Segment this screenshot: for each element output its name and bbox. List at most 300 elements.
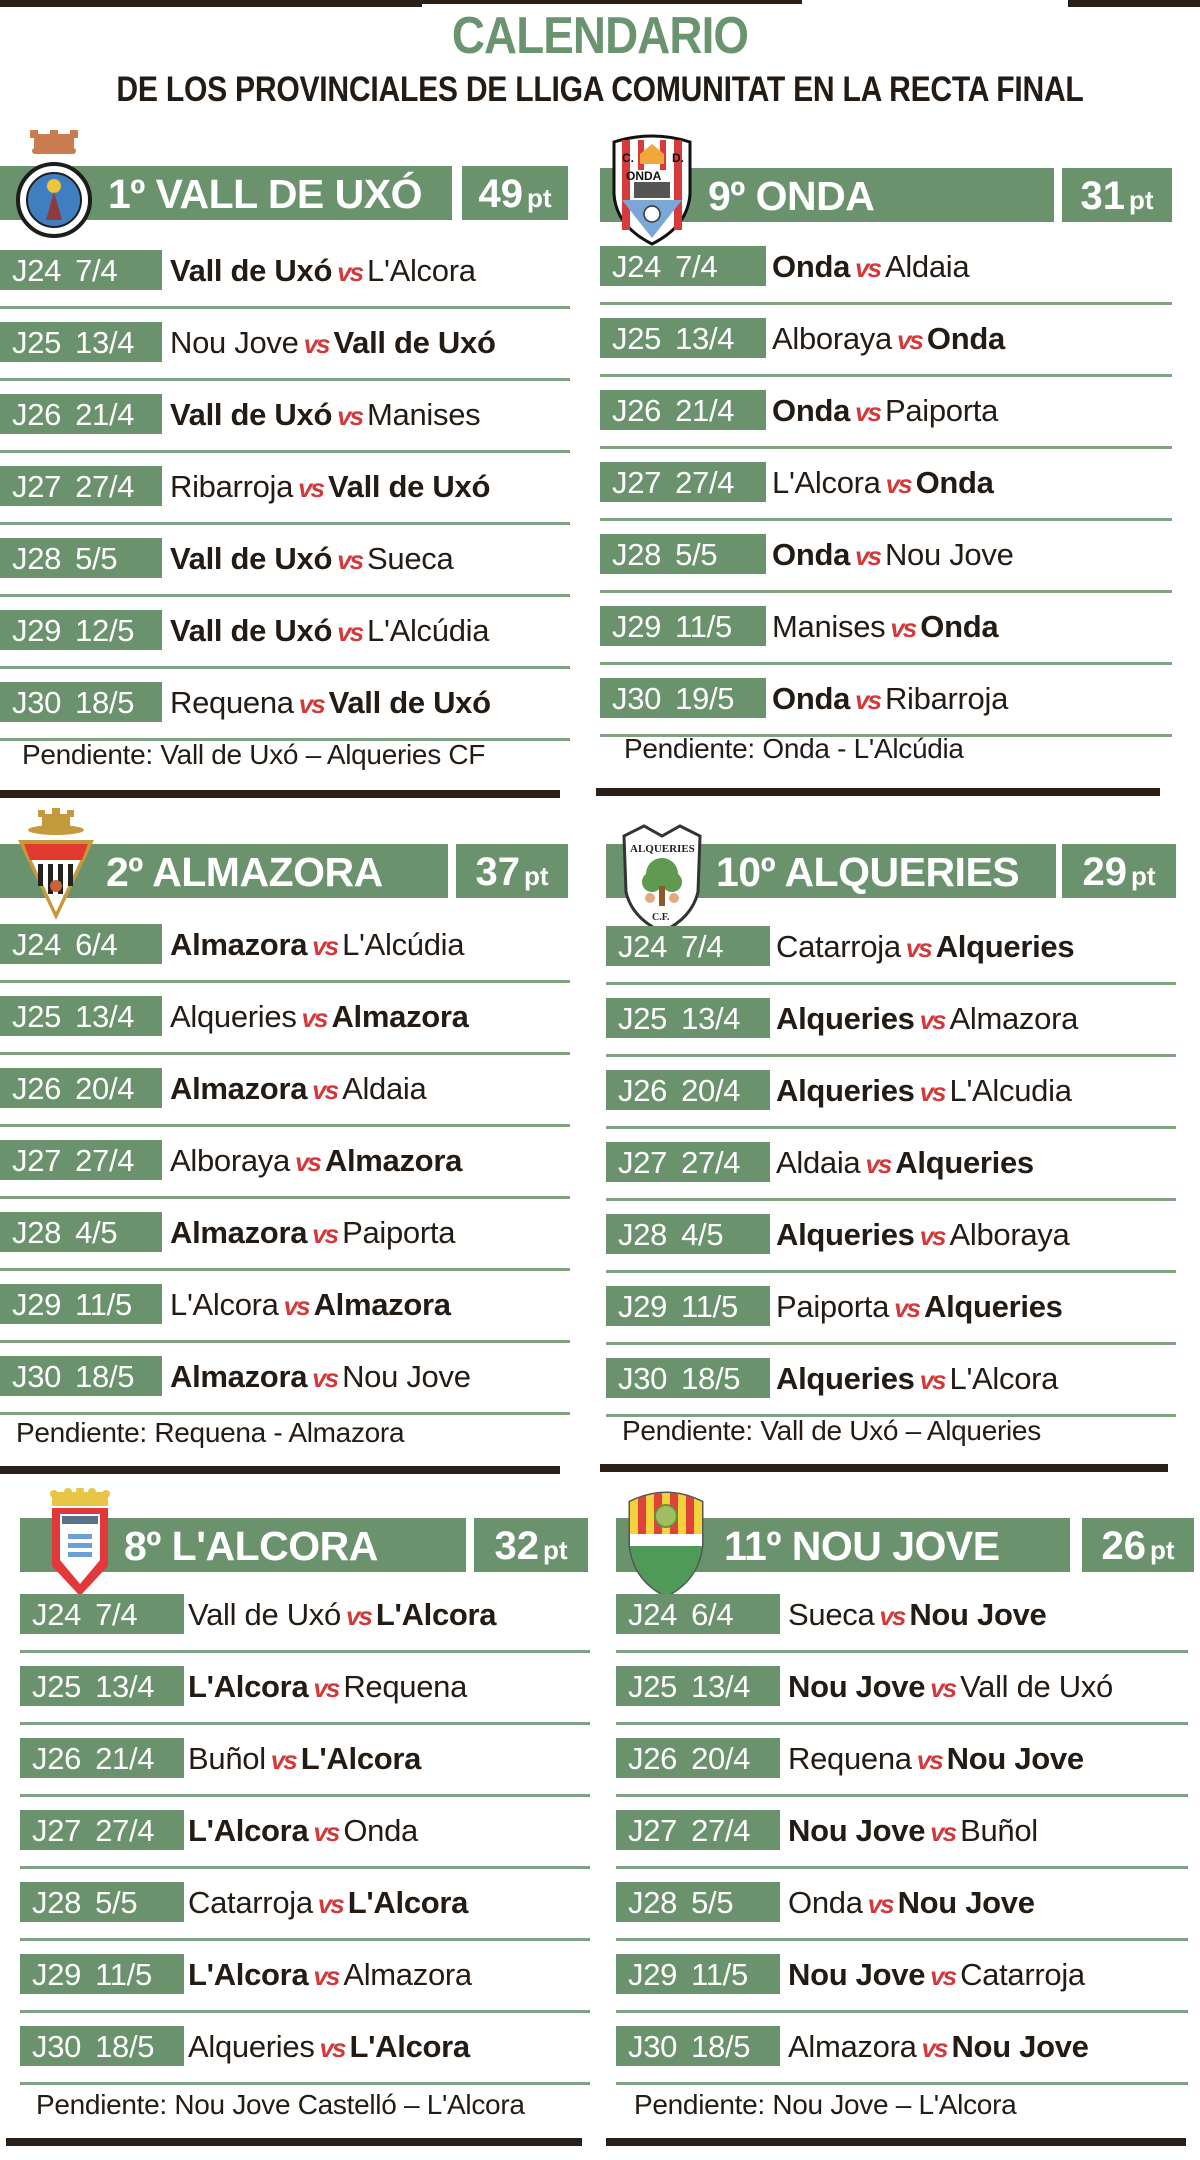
match-date: 12/5 (75, 613, 135, 648)
matchday-badge (0, 682, 162, 722)
matchday-badge (20, 2026, 184, 2066)
vs-label: vs (855, 397, 880, 427)
vs-label: vs (317, 1889, 343, 1919)
team-block (0, 808, 590, 1488)
home-team: Alqueries (776, 1217, 915, 1252)
vs-label: vs (855, 253, 880, 283)
row-divider (606, 982, 1176, 985)
vs-label: vs (313, 1673, 339, 1703)
away-team: Onda (920, 609, 999, 644)
row-divider (606, 1342, 1176, 1345)
match-date: 13/4 (75, 325, 135, 360)
home-team: Alqueries (776, 1001, 915, 1036)
block-bottom-rule (6, 2138, 582, 2146)
match-fixture (188, 1810, 418, 1850)
away-team: Almazora (331, 999, 469, 1034)
matchday-badge (0, 1284, 162, 1324)
match-row (0, 538, 590, 610)
away-team: Alqueries (895, 1145, 1034, 1180)
match-row (600, 1286, 1190, 1358)
match-row (0, 1882, 590, 1954)
team-rank-name: 9º ONDA (708, 173, 875, 219)
match-fixture (170, 322, 496, 362)
row-divider (20, 1794, 590, 1797)
match-date: 21/4 (75, 397, 135, 432)
away-team: Nou Jove (342, 1359, 471, 1394)
vs-label: vs (337, 545, 363, 575)
row-divider (0, 1124, 570, 1127)
match-date: 20/4 (681, 1073, 741, 1108)
match-row (600, 1142, 1190, 1214)
home-team: Paiporta (776, 1289, 890, 1324)
home-team: Catarroja (188, 1885, 313, 1920)
onda-crest-icon (608, 134, 696, 246)
match-row (0, 1212, 590, 1284)
match-date: 7/4 (675, 249, 718, 284)
away-team: Nou Jove (909, 1597, 1047, 1632)
row-divider (20, 2010, 590, 2013)
matchday-badge (606, 1214, 770, 1254)
match-date: 27/4 (675, 465, 735, 500)
matchday-badge (0, 1212, 162, 1252)
row-divider (616, 1722, 1188, 1725)
matchday-badge (20, 1666, 184, 1706)
row-divider (0, 522, 570, 525)
match-date: 11/5 (95, 1957, 152, 1992)
row-divider (0, 1052, 570, 1055)
row-divider (616, 2082, 1188, 2085)
alqueries-crest-icon (618, 822, 706, 934)
match-date: 5/5 (75, 541, 118, 576)
vs-label: vs (270, 1745, 296, 1775)
away-team: Almazora (343, 1957, 472, 1992)
match-fixture (776, 1286, 1063, 1326)
match-date: 6/4 (75, 927, 118, 962)
home-team: Sueca (788, 1597, 875, 1632)
vs-label: vs (855, 541, 880, 571)
away-team: Almazora (324, 1143, 463, 1178)
svg-text:C.: C. (622, 151, 634, 165)
away-team: Alboraya (949, 1217, 1070, 1252)
home-team: Nou Jove (170, 325, 299, 360)
match-date: 18/5 (75, 685, 135, 720)
home-team: Onda (772, 249, 851, 284)
svg-text:C.F.: C.F. (652, 912, 670, 923)
vs-label: vs (301, 1003, 327, 1033)
match-fixture (170, 1284, 451, 1324)
home-team: L'Alcora (188, 1813, 309, 1848)
home-team: Vall de Uxó (188, 1597, 341, 1632)
matchday-number: J24 (612, 249, 662, 284)
away-team: Vall de Uxó (333, 325, 496, 360)
match-fixture (170, 996, 469, 1036)
matchday-number: J27 (12, 1143, 62, 1178)
vs-label: vs (855, 685, 880, 715)
points-unit: pt (1128, 185, 1154, 215)
matchday-number: J29 (618, 1289, 668, 1324)
match-date: 27/4 (691, 1813, 751, 1848)
away-team: Nou Jove (897, 1885, 1035, 1920)
matchday-number: J26 (12, 397, 62, 432)
away-team: Manises (367, 397, 481, 432)
matchday-number: J26 (612, 393, 662, 428)
home-team: L'Alcora (188, 1669, 309, 1704)
home-team: Vall de Uxó (170, 397, 333, 432)
matchday-badge (616, 1594, 780, 1634)
match-fixture (772, 246, 969, 286)
row-divider (20, 1650, 590, 1653)
away-team: Vall de Uxó (328, 469, 491, 504)
match-date: 7/4 (681, 929, 724, 964)
row-divider (600, 518, 1172, 521)
home-team: Onda (772, 537, 851, 572)
match-row (0, 1810, 590, 1882)
match-row (0, 1954, 590, 2026)
match-fixture (170, 610, 489, 650)
matchday-number: J30 (12, 1359, 62, 1394)
match-date: 20/4 (691, 1741, 751, 1776)
matchday-number: J28 (612, 537, 662, 572)
team-block (0, 1488, 590, 2160)
matchday-badge (616, 1882, 780, 1922)
matchday-badge (20, 1882, 184, 1922)
matchday-badge (606, 1142, 770, 1182)
home-team: Aldaia (776, 1145, 861, 1180)
vs-label: vs (919, 1077, 945, 1107)
match-fixture (776, 1142, 1034, 1182)
match-row (0, 1140, 590, 1212)
matchday-badge (606, 1358, 770, 1398)
away-team: L'Alcora (300, 1741, 422, 1776)
matchday-number: J30 (612, 681, 662, 716)
block-bottom-rule (606, 2138, 1186, 2146)
vs-label: vs (916, 1745, 942, 1775)
matchday-number: J28 (618, 1217, 668, 1252)
matchday-badge (600, 246, 766, 286)
row-divider (20, 1938, 590, 1941)
match-date: 11/5 (675, 609, 732, 644)
match-date: 4/5 (75, 1215, 118, 1250)
matchday-number: J26 (618, 1073, 668, 1108)
away-team: L'Alcudia (949, 1073, 1072, 1108)
vs-label: vs (337, 617, 363, 647)
matchday-number: J24 (32, 1597, 82, 1632)
matchday-number: J29 (12, 613, 62, 648)
home-team: Onda (772, 393, 851, 428)
match-fixture (170, 466, 490, 506)
away-team: L'Alcúdia (367, 613, 490, 648)
vs-label: vs (337, 401, 363, 431)
vs-label: vs (919, 1365, 945, 1395)
match-fixture (170, 250, 476, 290)
match-row (600, 998, 1190, 1070)
match-row (600, 1214, 1190, 1286)
matchday-number: J24 (12, 253, 62, 288)
match-date: 4/5 (681, 1217, 724, 1252)
points-value: 32 (494, 1524, 539, 1568)
match-date: 5/5 (675, 537, 718, 572)
away-team: Requena (343, 1669, 468, 1704)
home-team: Catarroja (776, 929, 901, 964)
vs-label: vs (930, 1673, 956, 1703)
matchday-badge (0, 394, 162, 434)
pending-match-note: Pendiente: Nou Jove – L'Alcora (634, 2089, 1017, 2120)
match-row (600, 1738, 1190, 1810)
points-value: 26 (1101, 1524, 1146, 1568)
matchday-number: J27 (32, 1813, 82, 1848)
match-fixture (772, 678, 1008, 718)
matchday-badge (0, 1356, 162, 1396)
matchday-number: J25 (618, 1001, 668, 1036)
pending-match-note: Pendiente: Vall de Uxó – Alqueries (622, 1415, 1041, 1446)
match-row (0, 466, 590, 538)
matchday-badge (20, 1738, 184, 1778)
vs-label: vs (298, 473, 323, 503)
vs-label: vs (890, 613, 916, 643)
away-team: Nou Jove (884, 537, 1014, 572)
away-team: Vall de Uxó (328, 685, 491, 720)
row-divider (0, 450, 570, 453)
away-team: Buñol (960, 1813, 1038, 1848)
match-fixture (788, 1810, 1038, 1850)
matchday-badge (616, 1954, 780, 1994)
home-team: Buñol (188, 1741, 266, 1776)
team-block (600, 808, 1190, 1488)
match-date: 5/5 (95, 1885, 138, 1920)
match-date: 21/4 (95, 1741, 155, 1776)
vs-label: vs (312, 1219, 338, 1249)
vs-label: vs (867, 1889, 893, 1919)
match-fixture (170, 394, 480, 434)
match-fixture (188, 1666, 467, 1706)
team-rank-name: 1º VALL DE UXÓ (108, 171, 423, 217)
match-row (600, 1810, 1190, 1882)
row-divider (606, 1270, 1176, 1273)
home-team: Nou Jove (788, 1669, 926, 1704)
home-team: Almazora (788, 2029, 917, 2064)
home-team: Ribarroja (170, 469, 294, 504)
away-team: Onda (343, 1813, 418, 1848)
match-row (0, 1594, 590, 1666)
match-date: 6/4 (691, 1597, 734, 1632)
home-team: Vall de Uxó (170, 541, 333, 576)
top-rule-middle (422, 0, 802, 4)
row-divider (600, 302, 1172, 305)
away-team: Sueca (367, 541, 454, 576)
vs-label: vs (319, 2033, 345, 2063)
pending-match-note: Pendiente: Nou Jove Castelló – L'Alcora (36, 2089, 525, 2120)
alcora-crest-icon (36, 1488, 124, 1600)
match-row (600, 1594, 1190, 1666)
matchday-badge (600, 318, 766, 358)
block-bottom-rule (0, 790, 560, 798)
vs-label: vs (313, 1961, 339, 1991)
match-date: 27/4 (681, 1145, 741, 1180)
row-divider (606, 1054, 1176, 1057)
team-rank-name: 10º ALQUERIES (716, 849, 1020, 895)
match-fixture (776, 1214, 1069, 1254)
away-team: L'Alcora (347, 1885, 469, 1920)
match-fixture (772, 606, 998, 646)
matchday-number: J25 (628, 1669, 678, 1704)
matchday-number: J29 (32, 1957, 82, 1992)
match-row (600, 1954, 1190, 2026)
home-team: Alboraya (772, 321, 892, 356)
match-row (0, 250, 590, 322)
vs-label: vs (930, 1961, 956, 1991)
match-fixture (788, 1954, 1085, 1994)
matchday-badge (616, 1666, 780, 1706)
block-bottom-rule (0, 1466, 560, 1474)
matchday-number: J28 (12, 541, 62, 576)
match-row (0, 610, 590, 682)
points-badge (462, 166, 568, 220)
vs-label: vs (312, 931, 338, 961)
points-unit: pt (526, 183, 552, 213)
home-team: L'Alcora (772, 465, 881, 500)
matchday-badge (616, 1738, 780, 1778)
match-fixture (188, 1594, 496, 1634)
matchday-number: J29 (12, 1287, 62, 1322)
match-date: 5/5 (691, 1885, 734, 1920)
home-team: Almazora (170, 1215, 308, 1250)
away-team: Paiporta (884, 393, 999, 428)
match-date: 13/4 (691, 1669, 751, 1704)
team-block (600, 132, 1190, 812)
page-subtitle: DE LOS PROVINCIALES DE LLIGA COMUNITAT EN LA RECTA FINAL (116, 70, 1084, 109)
match-fixture (776, 1070, 1072, 1110)
match-fixture (788, 2026, 1089, 2066)
row-divider (0, 1340, 570, 1343)
match-fixture (170, 1356, 471, 1396)
matchday-number: J28 (12, 1215, 62, 1250)
row-divider (600, 374, 1172, 377)
matchday-number: J24 (618, 929, 668, 964)
row-divider (0, 1196, 570, 1199)
matchday-number: J29 (612, 609, 662, 644)
match-fixture (188, 1738, 421, 1778)
match-date: 11/5 (691, 1957, 748, 1992)
match-fixture (170, 1068, 426, 1108)
matchday-badge (616, 1810, 780, 1850)
match-row (600, 1882, 1190, 1954)
matchday-number: J27 (618, 1145, 668, 1180)
match-date: 21/4 (675, 393, 735, 428)
match-fixture (188, 2026, 470, 2066)
home-team: Alqueries (188, 2029, 315, 2064)
matchday-number: J25 (612, 321, 662, 356)
matchday-badge (0, 1140, 162, 1180)
match-row (0, 996, 590, 1068)
match-row (0, 1068, 590, 1140)
row-divider (600, 446, 1172, 449)
away-team: Alqueries (935, 929, 1075, 964)
matchday-number: J30 (628, 2029, 678, 2064)
away-team: Vall de Uxó (960, 1669, 1113, 1704)
match-fixture (772, 390, 998, 430)
home-team: Alqueries (776, 1361, 915, 1396)
away-team: L'Alcora (375, 1597, 497, 1632)
vs-label: vs (919, 1221, 945, 1251)
match-row (0, 1284, 590, 1356)
match-fixture (188, 1882, 468, 1922)
row-divider (0, 666, 570, 669)
matchday-badge (600, 606, 766, 646)
row-divider (20, 1866, 590, 1869)
row-divider (0, 306, 570, 309)
match-date: 11/5 (681, 1289, 738, 1324)
away-team: L'Alcora (367, 253, 476, 288)
away-team: Ribarroja (884, 681, 1009, 716)
match-fixture (170, 924, 464, 964)
row-divider (0, 1268, 570, 1271)
points-badge (1062, 168, 1172, 222)
matchday-number: J30 (32, 2029, 82, 2064)
home-team: Requena (788, 1741, 912, 1776)
vs-label: vs (905, 933, 931, 963)
match-date: 11/5 (75, 1287, 132, 1322)
match-row (0, 322, 590, 394)
away-team: Onda (915, 465, 994, 500)
away-team: Aldaia (342, 1071, 427, 1106)
row-divider (0, 980, 570, 983)
home-team: Nou Jove (788, 1813, 926, 1848)
points-unit: pt (523, 861, 549, 891)
match-fixture (170, 1140, 462, 1180)
points-badge (474, 1518, 588, 1572)
match-date: 18/5 (681, 1361, 741, 1396)
match-row (600, 1070, 1190, 1142)
page-title: CALENDARIO (451, 7, 749, 65)
match-fixture (788, 1882, 1035, 1922)
home-team: Nou Jove (788, 1957, 926, 1992)
home-team: Almazora (170, 927, 308, 962)
match-row (600, 462, 1190, 534)
row-divider (606, 1198, 1176, 1201)
matchday-number: J24 (12, 927, 62, 962)
row-divider (0, 1412, 570, 1415)
vs-label: vs (919, 1005, 945, 1035)
matchday-number: J27 (612, 465, 662, 500)
matchday-number: J25 (12, 325, 62, 360)
row-divider (20, 1722, 590, 1725)
match-date: 19/5 (675, 681, 735, 716)
matchday-number: J26 (628, 1741, 678, 1776)
matchday-badge (600, 390, 766, 430)
matchday-badge (600, 534, 766, 574)
vs-label: vs (865, 1149, 891, 1179)
matchday-badge (606, 998, 770, 1038)
away-team: Nou Jove (951, 2029, 1089, 2064)
match-fixture (772, 534, 1014, 574)
almazora-crest-icon (12, 808, 100, 920)
home-team: Requena (170, 685, 294, 720)
row-divider (616, 1794, 1188, 1797)
points-value: 31 (1080, 174, 1125, 218)
team-block (0, 132, 590, 812)
matchday-number: J28 (628, 1885, 678, 1920)
away-team: L'Alcora (949, 1361, 1059, 1396)
pending-match-note: Pendiente: Onda - L'Alcúdia (624, 733, 964, 764)
matchday-badge (0, 1068, 162, 1108)
away-team: Almazora (949, 1001, 1079, 1036)
points-value: 49 (478, 172, 523, 216)
vs-label: vs (283, 1291, 309, 1321)
match-date: 18/5 (691, 2029, 751, 2064)
match-fixture (772, 462, 994, 502)
points-unit: pt (542, 1535, 568, 1565)
matchday-number: J27 (628, 1813, 678, 1848)
